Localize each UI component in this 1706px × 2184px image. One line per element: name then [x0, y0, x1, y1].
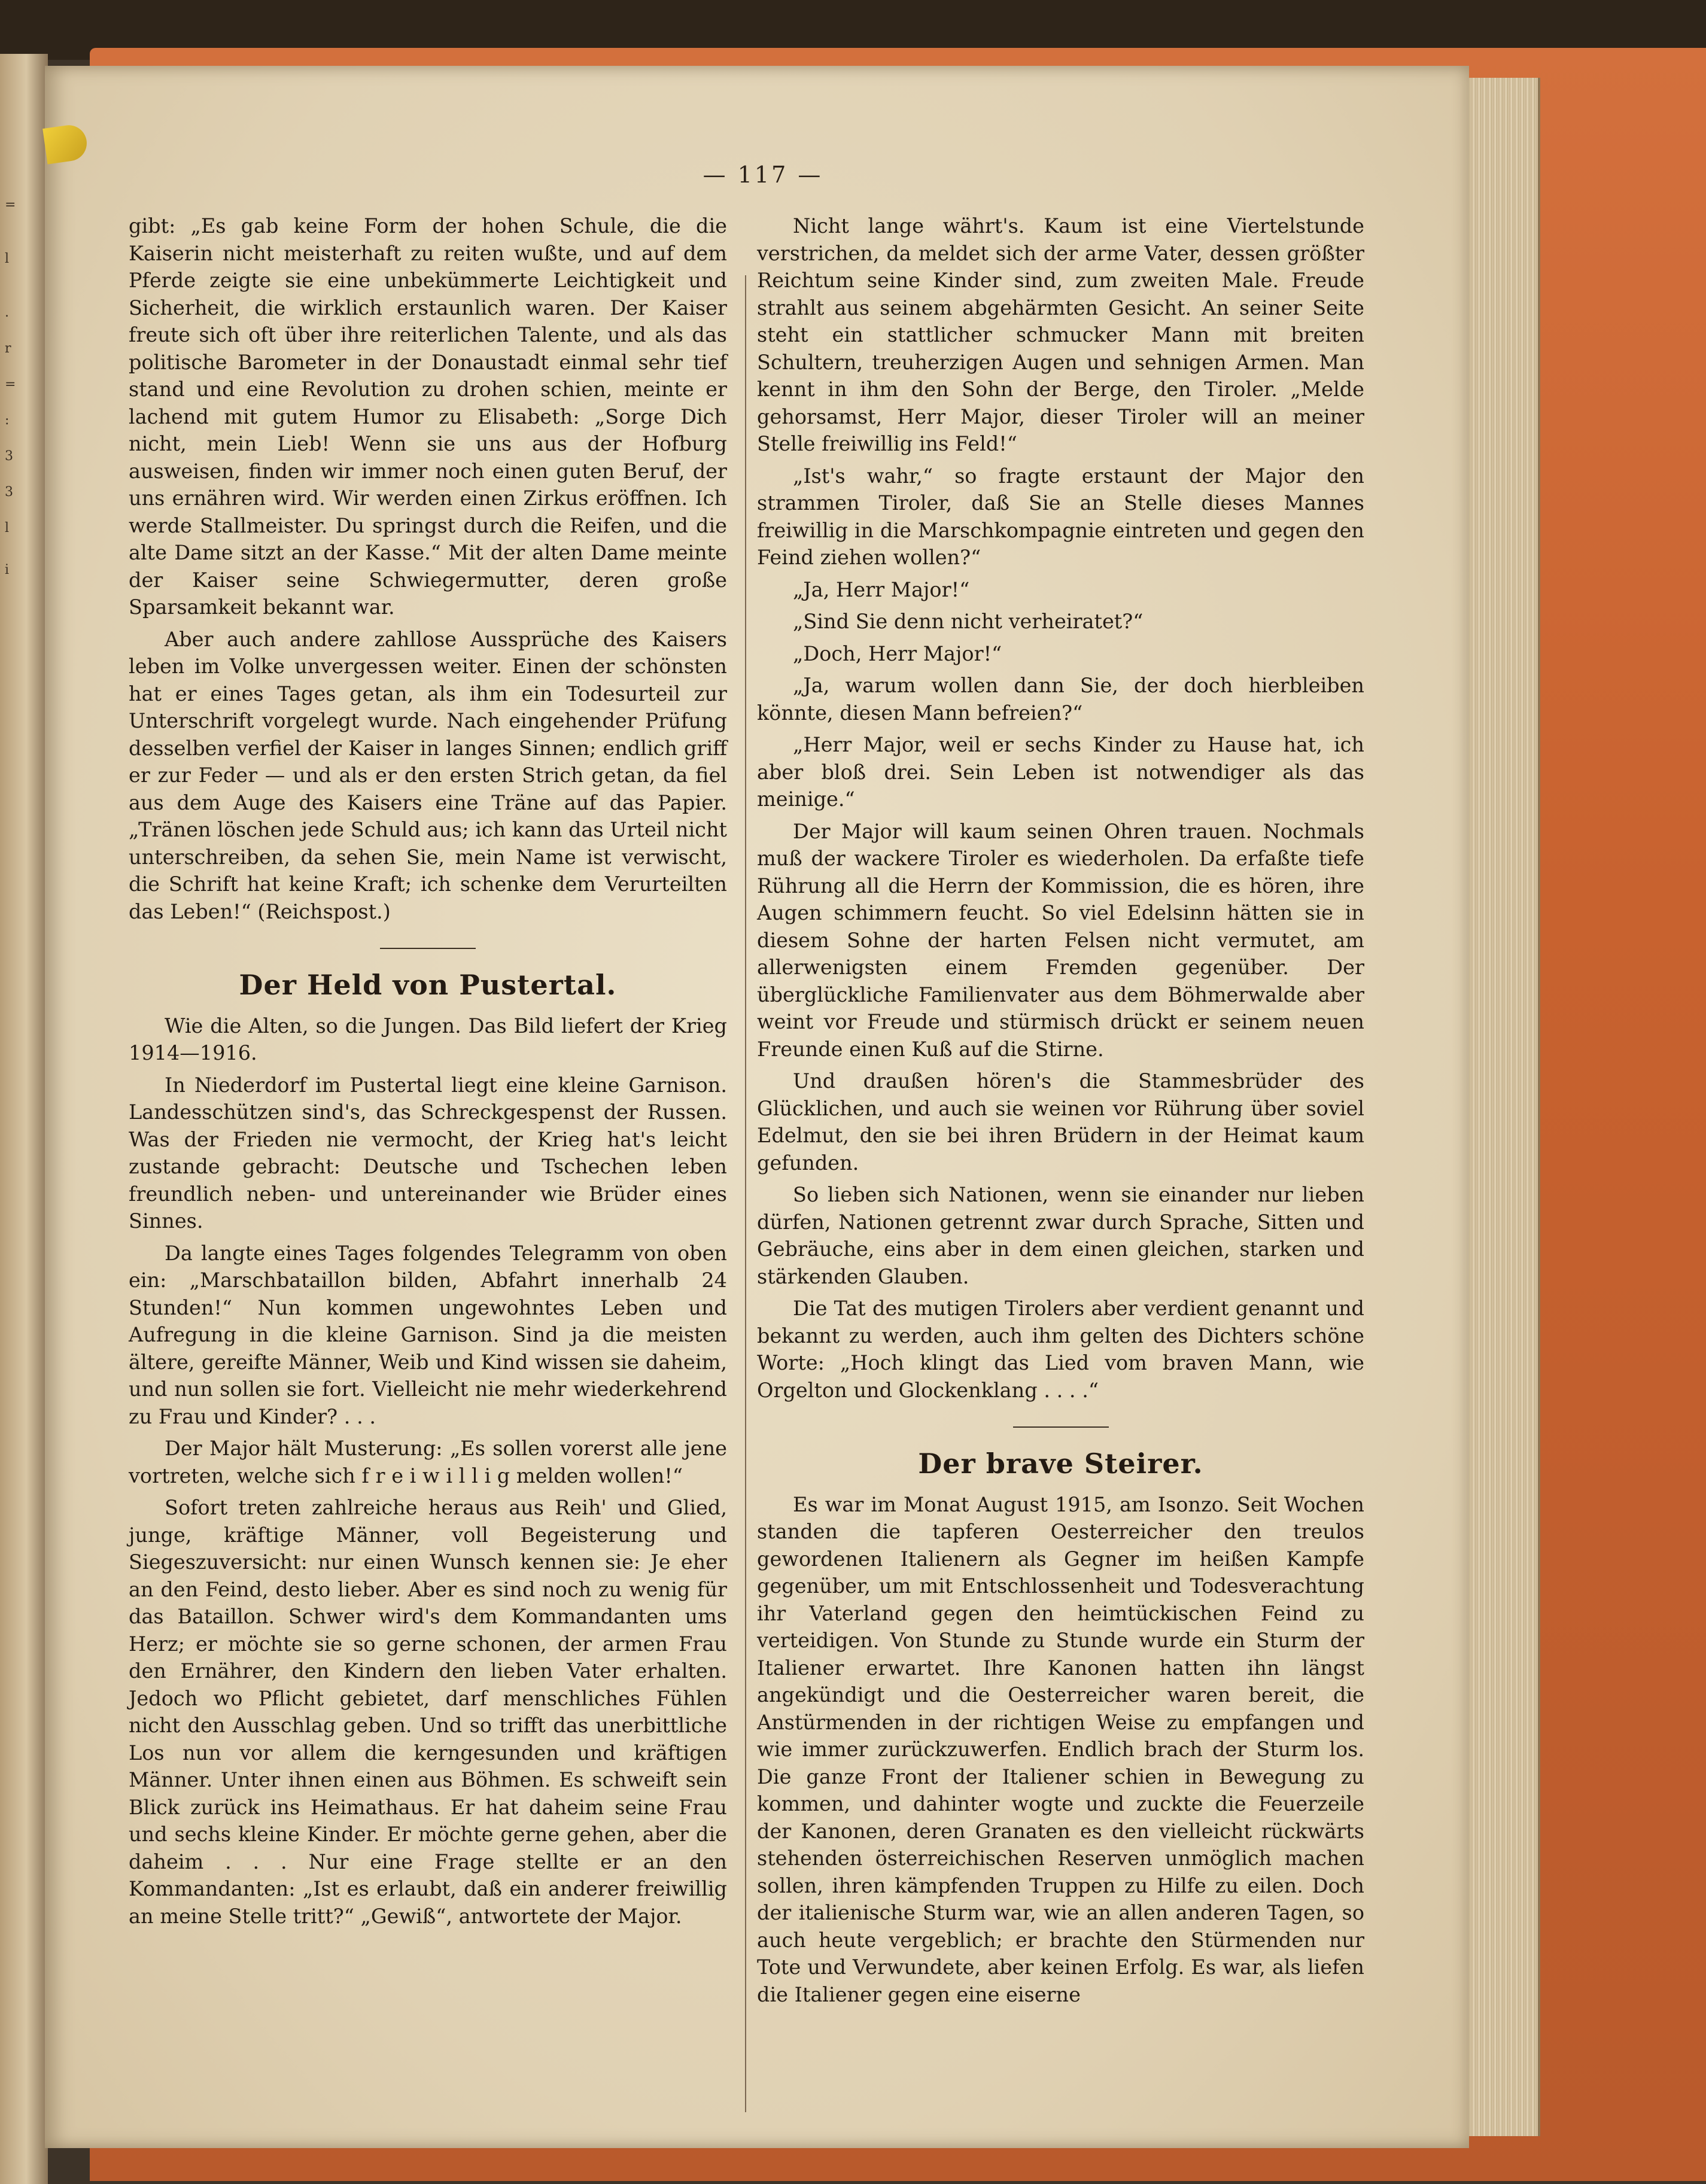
left-column: [129, 212, 727, 1934]
paragraph: In Niederdorf im Pustertal liegt eine kleine Garnison. Landesschützen sind's, das Schreckgespenst der Russen. Was der Frieden nie vermocht, der Krieg hat's leicht zustande gebracht: Deutsche und Tschechen leben freundlich neben- und untereinander wie Brüder eines Sinnes.: [129, 1073, 727, 1233]
margin-mark: l: [5, 521, 10, 536]
paragraph: Der Major will kaum seinen Ohren trauen. Nochmals muß der wackere Tiroler es wiederholen. Da erfaßte tiefe Rührung all die Herrn der Kommission, die es hören, ihre Augen schimmern feucht. So viel Edelsinn hätten sie in diesem Sohne der harten Felsen nicht vermutet, am allerwenigsten einem Fremden gegenüber. Der überglückliche Familienvater aus dem Böhmerwalde aber weint vor Freude und stürmisch drückt er seinem neuen Freunde einen Kuß auf die Stirne.: [757, 819, 1364, 1061]
article-heading: Der brave Steirer.: [918, 1447, 1203, 1480]
page-number: — 117 —: [703, 162, 823, 188]
paragraph: Wie die Alten, so die Jungen. Das Bild liefert der Krieg 1914—1916.: [129, 1014, 727, 1064]
margin-mark: :: [5, 413, 10, 428]
paragraph: „Sind Sie denn nicht verheiratet?“: [793, 610, 1144, 633]
margin-mark: 3: [5, 485, 13, 500]
paragraph: Die Tat des mutigen Tirolers aber verdient genannt und bekannt zu werden, auch ihm gelten des Dichters schöne Worte: „Hoch klingt das Lied vom braven Mann, wie Orgelton und Glockenklang . . . .“: [757, 1297, 1364, 1402]
right-column: [757, 212, 1364, 2013]
paragraph: gibt: „Es gab keine Form der hohen Schule, die die Kaiserin nicht meisterhaft zu reiten wußte, und auf dem Pferde zeigte sie eine unbekümmerte Leichtigkeit und Sicherheit, die wirklich erstaunlich waren. Der Kaiser freute sich oft über ihre reiterlichen Talente, und als das politische Barometer in der Donaustadt einmal sehr tief stand und eine Revolution zu drohen schien, meinte er lachend mit gutem Humor zu Elisabeth: „Sorge Dich nicht, mein Lieb! Wenn sie uns aus der Hofburg ausweisen, finden wir immer noch einen guten Beruf, der uns ernähren wird. Wir werden einen Zirkus eröffnen. Ich werde Stallmeister. Du springst durch die Reifen, und die alte Dame sitzt an der Kasse.“ Mit der alten Dame meinte der Kaiser seine Schwiegermutter, deren große Sparsamkeit bekannt war.: [129, 214, 727, 619]
paragraph: So lieben sich Nationen, wenn sie einander nur lieben dürfen, Nationen getrennt zwar durch Sprache, Sitten und Gebräuche, eins aber in dem einen gleichen, starken und stärkenden Glauben.: [757, 1183, 1364, 1288]
paragraph: Der Major hält Musterung: „Es sollen vorerst alle jene vortreten, welche sich f r e i w i l l i g melden wollen!“: [129, 1437, 727, 1488]
paragraph: „Ist's wahr,“ so fragte erstaunt der Major den strammen Tiroler, daß Sie an Stelle dieses Mannes freiwillig in die Marschkompagnie eintreten und gegen den Feind ziehen wollen?“: [757, 464, 1364, 569]
paragraph: „Ja, Herr Major!“: [793, 577, 970, 601]
paragraph: Nicht lange währt's. Kaum ist eine Viertelstunde verstrichen, da meldet sich der arme Vater, dessen größter Reichtum seine Kinder sind, zum zweiten Male. Freude strahlt aus seinem abgehärmten Gesicht. An seiner Seite steht ein stattlicher schmucker Mann mit breiten Schultern, treuherzigen Augen und sehnigen Armen. Man kennt in ihm den Sohn der Berge, den Tiroler. „Melde gehorsamst, Herr Major, dieser Tiroler will an meiner Stelle freiwillig ins Feld!“: [757, 214, 1364, 455]
margin-mark: l: [5, 251, 10, 266]
paragraph: Es war im Monat August 1915, am Isonzo. Seit Wochen standen die tapferen Oesterreicher den treulos gewordenen Italienern als Gegner im heißen Kampfe gegenüber, um mit Entschlossenheit und Todesverachtung ihr Vaterland gegen den heimtückischen Feind zu verteidigen. Von Stunde zu Stunde wurde ein Sturm der Italiener erwartet. Ihre Kanonen hatten ihn längst angekündigt und die Oesterreicher waren bereit, die Anstürmenden in der richtigen Weise zu empfangen und wie immer zurückzuwerfen. Endlich brach der Sturm los. Die ganze Front der Italiener schien in Bewegung zu kommen, und dahinter wogte und zuckte die Feuerzeile der Kanonen, deren Granaten es den vielleicht rückwärts stehenden österreichischen Reserven unmöglich machen sollen, ihren kämpfenden Truppen zu Hilfe zu eilen. Doch der italienische Sturm war, wie an allen anderen Tagen, so auch heute vergeblich; er brachte den Stürmenden nur Tote und Verwundete, aber keinen Erfolg. Es war, als liefen die Italiener gegen eine eiserne: [757, 1492, 1364, 2006]
paragraph: Aber auch andere zahllose Aussprüche des Kaisers leben im Volke unvergessen weiter. Einen der schönsten hat er eines Tages getan, als ihm ein Todesurteil zur Unterschrift vorgelegt wurde. Nach eingehender Prüfung desselben verfiel der Kaiser in langes Sinnen; endlich griff er zur Feder — und als er den ersten Strich getan, da fiel aus dem Auge des Kaisers eine Träne auf das Papier. „Tränen löschen jede Schuld aus; ich kann das Urteil nicht unterschreiben, da sehen Sie, mein Name ist verwischt, die Schrift hat keine Kraft; ich schenke dem Verurteilten das Leben!“ (Reichspost.): [129, 627, 727, 923]
paragraph: „Doch, Herr Major!“: [793, 641, 1002, 665]
bookmark-ribbon: [42, 123, 89, 164]
paragraph: Und draußen hören's die Stammesbrüder des Glücklichen, und auch sie weinen vor Rührung über soviel Edelmut, den sie bei ihren Brüdern in der Heimat kaum gefunden.: [757, 1069, 1364, 1175]
margin-mark: =: [5, 197, 16, 212]
paragraph: „Ja, warum wollen dann Sie, der doch hierbleiben könnte, diesen Mann befreien?“: [757, 674, 1364, 725]
margin-mark: 3: [5, 449, 13, 464]
paragraph: „Herr Major, weil er sechs Kinder zu Hause hat, ich aber bloß drei. Sein Leben ist notwendiger als das meinige.“: [757, 733, 1364, 811]
paragraph: Da langte eines Tages folgendes Telegramm von oben ein: „Marschbataillon bilden, Abfahrt innerhalb 24 Stunden!“ Nun kommen ungewohntes Leben und Aufregung in die kleine Garnison. Sind ja die meisten ältere, gereifte Männer, Weib und Kind wissen sie daheim, und nun sollen sie fort. Vielleicht nie mehr wiederkehrend zu Frau und Kinder? . . .: [129, 1241, 727, 1428]
section-divider: [380, 948, 476, 949]
margin-mark: r: [5, 341, 11, 356]
margin-mark: .: [5, 305, 9, 320]
margin-mark: i: [5, 562, 10, 577]
book-page: [45, 66, 1469, 2148]
section-divider: [1013, 1426, 1109, 1428]
paragraph: Sofort treten zahlreiche heraus aus Reih' und Glied, junge, kräftige Männer, voll Begeisterung und Siegeszuversicht: nur einen Wunsch kennen sie: Je eher an den Feind, desto lieber. Aber es sind noch zu wenig für das Bataillon. Schwer wird's dem Kommandanten ums Herz; er möchte sie so gerne schonen, der armen Frau den Ernährer, den Kindern den lieben Vater erhalten. Jedoch wo Pflicht gebietet, darf menschliches Fühlen nicht den Ausschlag geben. Und so trifft das unerbittliche Los nun vor allem die kerngesunden und kräftigen Männer. Unter ihnen einen aus Böhmen. Es schweift sein Blick zurück ins Heimathaus. Er hat daheim seine Frau und sechs kleine Kinder. Er möchte gerne gehen, aber die daheim . . . Nur eine Frage stellte er an den Kommandanten: „Ist es erlaubt, daß ein anderer freiwillig an meine Stelle tritt?“ „Gewiß“, antwortete der Major.: [129, 1496, 727, 1928]
column-rule: [745, 275, 746, 2112]
margin-mark: =: [5, 377, 16, 392]
facing-page-edge: [0, 54, 48, 2184]
article-heading: Der Held von Pustertal.: [239, 969, 617, 1001]
